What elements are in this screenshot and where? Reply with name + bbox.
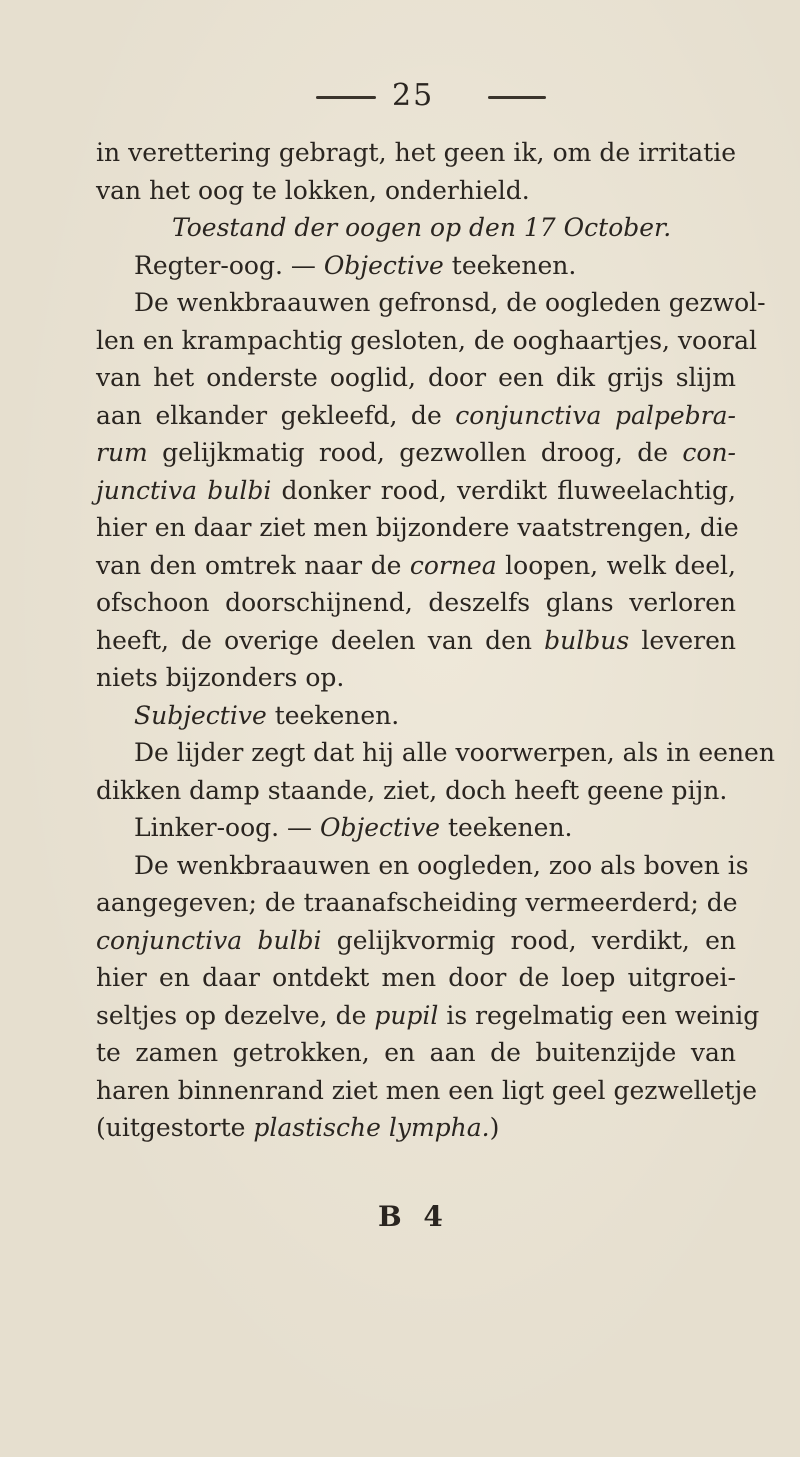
text-line-content: De wenkbraauwen en oogleden, zoo als boven is (134, 850, 749, 880)
text-part-italic: cornea (409, 550, 497, 580)
heading-part-italic: Subjective (134, 700, 267, 730)
text-line (96, 325, 758, 357)
page-number: 25 (392, 78, 435, 113)
text-line (96, 475, 736, 507)
text-line-content: van het oog te lokken, onderhield. (96, 175, 530, 205)
text-part-italic: pupil (374, 1000, 439, 1030)
subsection-heading (134, 700, 399, 732)
subsection-heading (134, 250, 576, 282)
text-line (96, 662, 344, 694)
text-part: is regelmatig een weinig (438, 1000, 760, 1030)
text-line-content: haren binnenrand ziet men een ligt geel gezwelletje (96, 1075, 758, 1105)
text-line (96, 887, 736, 919)
text-part: gelijkvormig rood, verdikt, en (321, 925, 737, 955)
text-part-italic: rum (96, 438, 148, 467)
text-line-content: De lijder zegt dat hij alle voorwerpen, als in eenen (134, 738, 775, 767)
text-line-content: ofschoon doorschijnend, deszelfs glans verloren (96, 588, 736, 617)
text-part-italic: conjunctiva bulbi (96, 925, 322, 955)
text-line (96, 775, 727, 807)
text-part-italic: bulbus (544, 625, 630, 655)
text-part-italic: con- (682, 438, 736, 467)
heading-part: Regter-oog. — (134, 250, 324, 280)
text-part: ) (489, 1113, 500, 1142)
text-part-italic: junctiva bulbi (96, 475, 272, 505)
text-line (96, 437, 736, 469)
text-line (134, 737, 775, 769)
text-part: aan elkander gekleefd, de (96, 400, 456, 430)
heading-part: teekenen. (440, 813, 573, 842)
text-part-italic: plastische lympha. (253, 1113, 490, 1142)
text-line (96, 925, 736, 957)
text-part: leveren (629, 625, 736, 655)
text-part: heeft, de overige deelen van den (96, 625, 545, 655)
text-line (96, 1112, 499, 1144)
heading-part: Linker-oog. — (134, 813, 320, 842)
text-line-content: van het onderste ooglid, door een dik grijs slijm (96, 363, 736, 392)
text-line-content: dikken damp staande, ziet, doch heeft geene pijn. (96, 775, 728, 805)
heading-part-italic: Objective (323, 250, 444, 280)
text-line (96, 1037, 736, 1069)
section-heading (172, 212, 671, 244)
text-line (134, 287, 766, 319)
text-part: donker rood, verdikt fluweelachtig, (271, 475, 736, 505)
text-line-content: De wenkbraauwen gefronsd, de oogleden gezwol- (134, 288, 766, 317)
text-part-italic: conjunctiva palpebra- (455, 400, 736, 430)
heading-part: teekenen. (266, 700, 400, 730)
text-line-content: hier en daar ziet men bijzondere vaatstrengen, die (96, 513, 739, 542)
text-line (96, 962, 736, 994)
text-line-content: hier en daar ontdekt men door de loep uitgroei- (96, 963, 736, 992)
text-line (96, 175, 530, 207)
text-line-content: niets bijzonders op. (96, 663, 345, 692)
heading-part: teekenen. (443, 250, 577, 280)
signature-mark: B 4 (378, 1199, 449, 1233)
header-rule-right (488, 96, 546, 99)
text-line-content: in verettering gebragt, het geen ik, om de irritatie (96, 138, 736, 167)
text-part: loopen, welk deel, (496, 550, 736, 580)
text-line (96, 625, 736, 657)
text-part: seltjes op dezelve, de (96, 1000, 375, 1030)
text-part: van den omtrek naar de (96, 550, 410, 580)
text-line (96, 362, 736, 394)
heading-part-italic: Objective (320, 813, 441, 842)
text-line-content: te zamen getrokken, en aan de buitenzijde van (96, 1038, 736, 1067)
text-line (96, 400, 736, 432)
text-part: gelijkmatig rood, gezwollen droog, de (147, 438, 683, 467)
page-header (0, 70, 800, 113)
text-line (96, 137, 736, 169)
text-line (96, 1000, 760, 1032)
header-rule-left (316, 96, 376, 99)
text-line-content: aangegeven; de traanafscheiding vermeerderd; de (96, 888, 738, 917)
text-part: (uitgestorte (96, 1113, 254, 1142)
section-heading-text: Toestand der oogen op den 17 October. (172, 213, 672, 242)
subsection-heading (134, 812, 573, 844)
text-line (96, 587, 736, 619)
text-line (96, 550, 736, 582)
text-line-content: len en krampachtig gesloten, de ooghaartjes, vooral (96, 325, 758, 355)
text-line (96, 1075, 758, 1107)
text-line (96, 512, 739, 544)
text-line (134, 850, 749, 882)
